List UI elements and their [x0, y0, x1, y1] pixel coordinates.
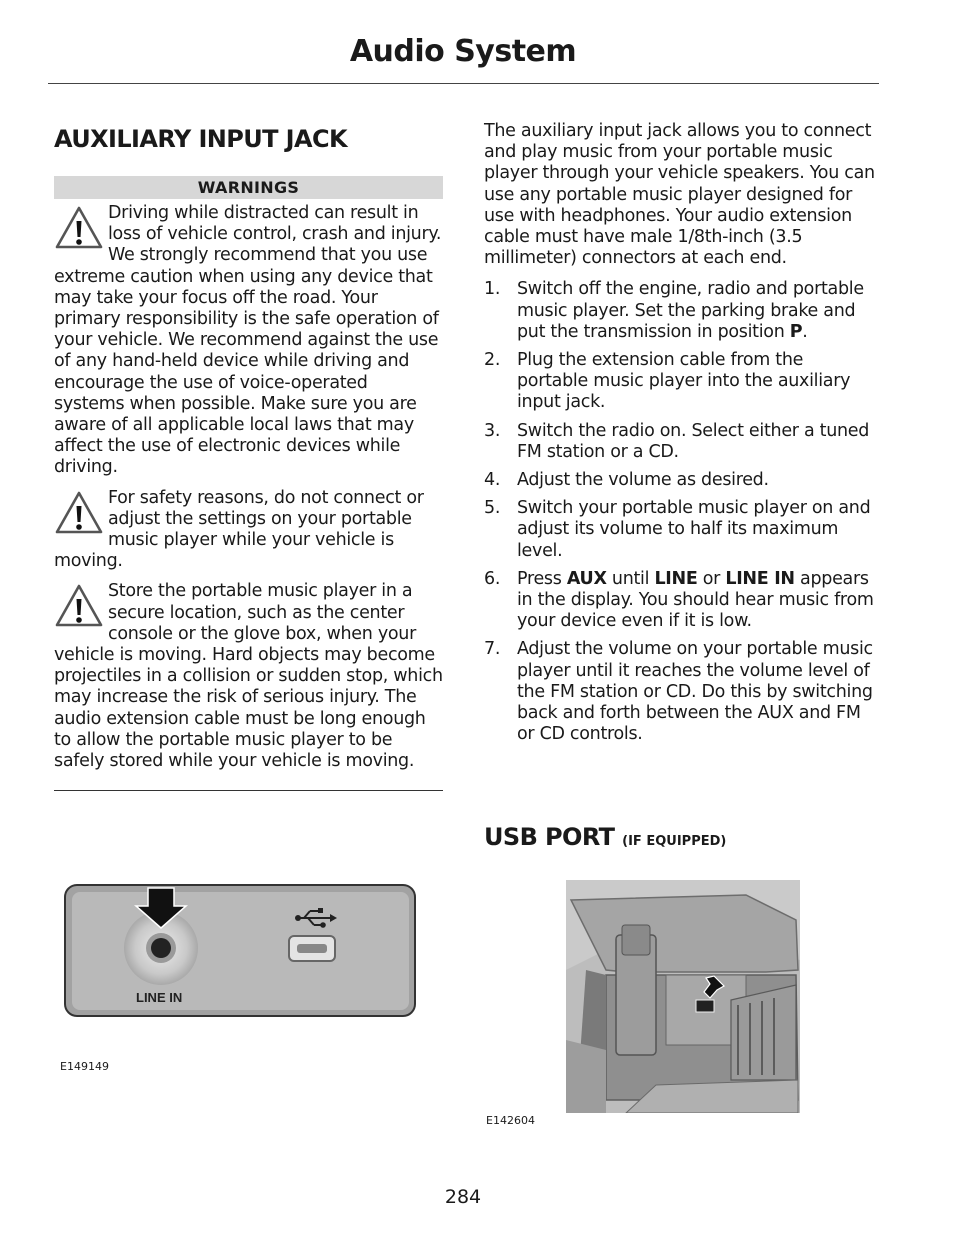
step-number: 6.: [484, 568, 501, 589]
warning-2: [54, 488, 443, 573]
step-number: 1.: [484, 279, 501, 300]
warning-triangle-icon: [54, 205, 104, 251]
list-item: 4. Adjust the volume as desired.: [484, 470, 769, 491]
warning-text: Store the portable music player in a secure location, such as the center console or the glove box, when your vehicle is moving. Hard objects may become projectiles in a collision or sudden stop, which may increase the risk of serious injury. The audio extension cable must be long enough to allow the portable music player to be safely stored while your vehicle is moving.: [54, 581, 443, 772]
list-item: 3. Switch the radio on. Select either a tuned FM station or a CD.: [484, 420, 870, 462]
aux-section-heading: AUXILIARY INPUT JACK: [54, 125, 347, 153]
page-number: 284: [444, 1186, 482, 1208]
step-number: 7.: [484, 639, 501, 660]
list-item: 6. Press AUX until LINE or LINE IN appears in the display. You should hear music from your device even if it is low.: [484, 568, 874, 632]
left-column: [54, 120, 443, 791]
list-item: 1. Switch off the engine, radio and portable music player. Set the parking brake and put the transmission in position P.: [484, 279, 864, 342]
figure-code: E149149: [60, 1060, 109, 1073]
list-item: 7. Adjust the volume on your portable music player until it reaches the volume level of the FM station or CD. Do this by switching back and forth between the AUX and FM or CD controls.: [484, 639, 873, 745]
list-item: 5. Switch your portable music player on and adjust its volume to half its maximum level.: [484, 498, 871, 561]
title-divider: [48, 83, 879, 84]
step-number: 4.: [484, 470, 501, 491]
warning-triangle-icon: [54, 583, 104, 629]
warning-1: [54, 203, 443, 479]
page-title: Audio System: [349, 34, 577, 69]
list-item: 2. Plug the extension cable from the portable music player into the auxiliary input jack.: [484, 350, 851, 413]
aux-steps-list: [484, 279, 876, 745]
step-number: 2.: [484, 350, 501, 371]
step-number: 5.: [484, 498, 501, 519]
usb-section-heading: USB PORT (IF EQUIPPED): [484, 823, 727, 851]
usb-port-console-illustration: [566, 880, 800, 1113]
warning-text: Driving while distracted can result in loss of vehicle control, crash and injury. We strongly recommend that you use extreme caution when using any device that may take your focus off the road. Your primary responsibility is the safe operation of your vehicle. We recommend against the use of any hand-held device while driving and encourage the use of voice-operated systems when possible. Make sure you are aware of all applicable local laws that may affect the use of electronic devices while driving.: [54, 203, 442, 478]
line-in-label: LINE IN: [136, 990, 183, 1005]
warnings-bar: WARNINGS: [54, 176, 443, 199]
step-number: 3.: [484, 420, 501, 441]
warnings-end-divider: [54, 790, 443, 791]
warning-triangle-icon: [54, 490, 104, 536]
right-column: [484, 121, 876, 752]
warning-3: [54, 581, 443, 772]
warning-text: For safety reasons, do not connect or adjust the settings on your portable music player while your vehicle is moving.: [54, 487, 424, 572]
aux-intro-text: The auxiliary input jack allows you to connect and play music from your portable music player through your vehicle speakers. You can use any portable music player designed for use with headphones. Your audio extension cable must have male 1/8th-inch (3.5 millimeter) connectors at each end.: [484, 121, 875, 269]
figure-code: E142604: [486, 1114, 535, 1127]
aux-jack-illustration: [60, 880, 422, 1022]
